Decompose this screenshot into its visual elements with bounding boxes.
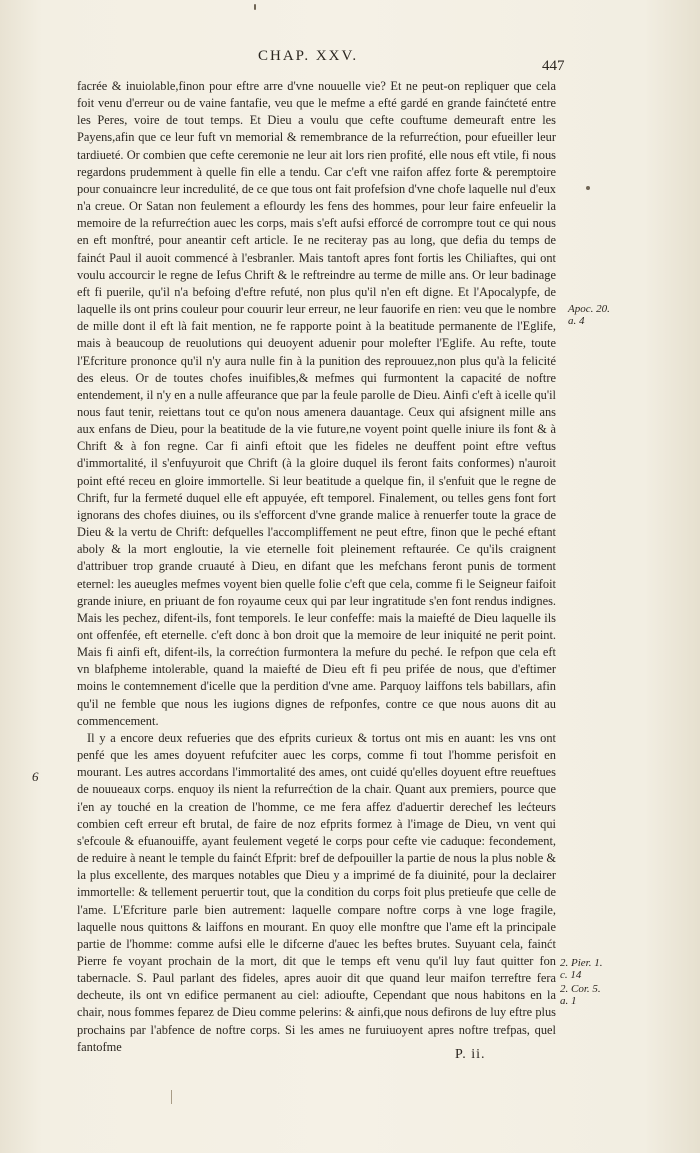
paragraph: facrée & inuiolable,finon pour eftre arre d'vne nouuelle vie? Et ne peut-on repliquer que cela foit venu d'erreur ou de vaine fantafie, veu que le mefme a efté gardé en grande fainćteté entre les Peres, voire de tout temps. Et Dieu a voulu que cefte couftume demeuraft entre les Payens,afin que ce leur fuft vn memorial & remembrance de la refurrećtion, pour efueiller leur tardiueté. Or combien que cefte ceremonie ne leur ait lors rien profité, elle nous eft vtile, fi nous regardons prudemment à quelle fin elle a tendu. Car c'eft vne raifon affez forte & peremptoire pour conuaincre leur incredulité, de ce que tous ont fait profefsion d'vne chofe laquelle nul d'eux n'a creue. Or Satan non feulement a eflourdy les fens des hommes, pour leur faire enfeuelir la memoire de la refurrećtion auec les corps, mais s'eft aufsi efforcé de corrompre tout ce qui nous en eft monftré, pour aneantir ceft article. Ie ne reciteray pas au long, que defia du temps de fainćt Paul il auoit commencé à l'esbranler. Mais tantoft apres font fortis les Chiliaftes, qui ont voulu accourcir le regne de Iefus Chrift & le reftreindre au terme de mille ans. Or leur badinage eft fi puerile, qu'il n'a befoing d'eftre refuté, non plus qu'il n'en eft digne. Et l'Apocalypfe, de laquelle ils ont prins couleur pour couurir leur erreur, ne leur fauorife en rien: veu que le nombre de mille dont il eft là fait mention, ne fe rapporte point à la beatitude permanente de l'Eglife, mais à beaucoup de reuolutions qui deuoyent aduenir pour molefter l'Eglife. Au refte, toute l'Efcriture prononce qu'il n'y aura nulle fin à la punition des reprouuez,non plus qu'à la felicité des eleus. Or de toutes chofes inuifibles,& mefmes qui furmontent la capacité de noftre entendement, il n'y en a nulle affeurance que par la feule parolle de Dieu. Ainfi c'eft à icelle qu'il nous faut tenir, reiettans tout ce qu'on nous amenera dauantage. Ceux qui afsignent mille ans aux enfans de Dieu, pour la beatitude de la vie future,ne voyent point quelle iniure ils font & à Chrift & à fon regne. Car fi ainfi eftoit que les fideles ne deuffent point eftre veftus d'immortalité, il s'enfuyuroit que Chrift (à la gloire duquel ils feront faits conformes) n'auroit point efté receu en gloire immortelle. Si leur beatitude a quelque fin, il s'enfuit que le regne de Chrift, fur la fermeté duquel elle eft appuyée, eft temporel. Finalement, ou telles gens font fort ignorans des chofes diuines, ou ils s'efforcent d'vne grande malice à renuerfer toute la grace de Dieu & la vertu de Chrift: defquelles l'accompliffement ne peut eftre, finon que le peché eftant aboly & la mort engloutie, la vie eternelle foit pleinement reftaurée. Ce qu'ils craignent d'attribuer trop grande cruauté à Dieu, en difant que les mefchans feront punis de torment eternel: les aueugles mefmes voyent bien quelle folie c'eft que cela, comme fi le Seigneur faifoit grande iniure, en priuant de fon royaume ceux qui par leur ingratitude s'en font rendus indignes. Mais les pechez, difent-ils, font temporels. Ie leur confeffe: mais la maiefté de Dieu laquelle ils ont offenfée, eft eternelle. c'eft donc à bon droit que la memoire de leur iniquité ne perit point. Mais fi ainfi eft, difent-ils, la correćtion furmontera la mefure du peché. Ie refpon que cela eft vn blafpheme intolerable, quand la maiefté de Dieu eft fi peu prifée de nous, que d'eftimer moins le contemnement d'icelle que la perdition d'vne ame. Parquoy laiffons tels babillars, afin qu'il ne femble que nous les iugions dignes de refponfes, contre ce que nous auons dit au commencement. [77,79,556,728]
body-text [77,78,556,1056]
ink-speck [586,186,590,190]
ink-speck [254,4,256,10]
page-number: 447 [542,58,565,74]
margin-note: 2. Cor. 5. a. 1 [560,983,601,1007]
signature-mark: P. ii. [455,1047,486,1062]
ink-mark [171,1090,172,1104]
paragraph: Il y a encore deux refueries que des efprits curieux & tortus ont mis en auant: les vns ont penfé que les ames doyuent refufciter auec les corps, comme fi tout l'homme perisfoit en mourant. Les autres accordans l'immortalité des ames, ont cuidé qu'elles doyuent eftre reueftues de nouueaux corps. enquoy ils nient la refurrećtion de la chair. Quant aux premiers, pource que i'en ay touché en la creation de l'homme, ce me fera affez d'aduertir derechef les lećteurs combien ceft erreur eft brutal, de faire de noz efprits formez à l'image de Dieu, vn vent qui s'efcoule & efuanouiffe, ayant feulement vegeté le corps pour cefte vie caduque: fecondement, de reduire à neant le temple du fainćt Efprit: bref de defpouiller la partie de nous la plus noble & la plus excellente, des marques notables que Dieu y a imprimé de fa diuinité, pour la declairer immortelle: & tellement peruertir tout, que la condition du corps foit plus pretieufe que celle de l'ame. L'Efcriture parle bien autrement: laquelle compare noftre corps à vne loge fragile, laquelle nous quittons & laiffons en mourant. En quoy elle monftre que l'ame eft la principale partie de l'homme: comme aufsi elle le difcerne d'auec les beftes brutes. Suyuant cela, fainćt Pierre fe voyant prochain de la mort, dit que le temps eft venu qu'il luy faut quitter fon tabernacle. S. Paul parlant des fideles, apres auoir dit que quand leur maifon terreftre fera decheute, ils ont vn edifice permanent au ciel: adioufte, Cependant que nous habitons en la chair, nous fommes feparez de Dieu comme pelerins: & ainfi,que nous defirons de luy eftre plus prochains par l'abfence de noftre corps. Si les ames ne furuiuoyent apres noftre trefpas, quel fantofme [77,730,556,1054]
margin-note: 2. Pier. 1. c. 14 [560,957,603,981]
chapter-heading: CHAP. XXV. [258,48,359,64]
section-number: 6 [32,769,39,784]
margin-note: Apoc. 20. a. 4 [568,303,610,327]
running-header [0,48,700,74]
